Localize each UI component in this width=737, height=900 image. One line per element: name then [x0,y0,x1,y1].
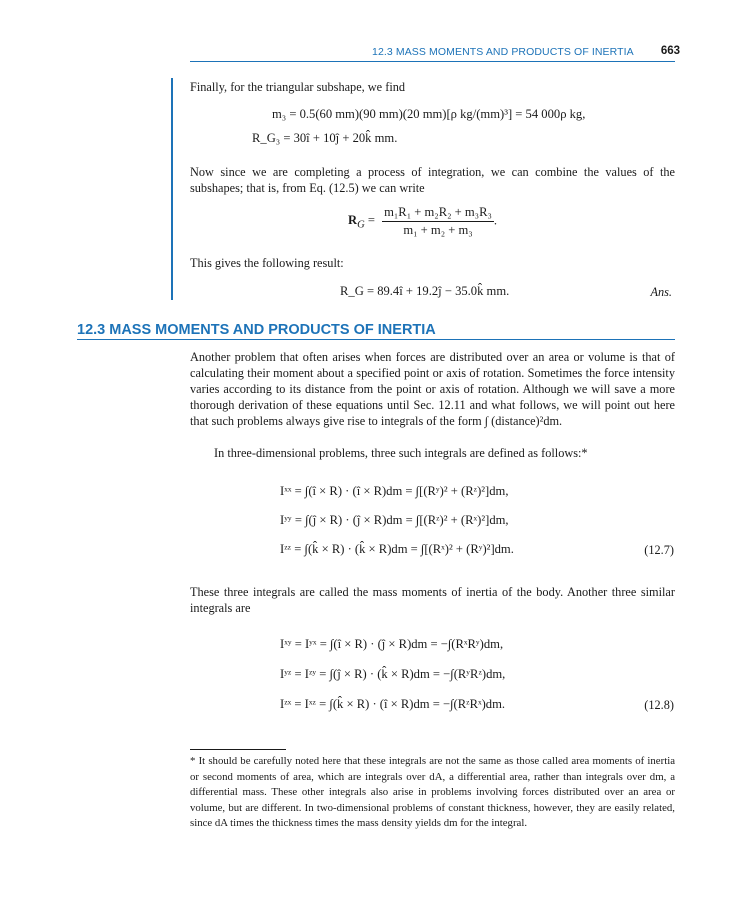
rg-subscript: G [357,219,365,231]
rg-fraction [382,205,494,238]
page-number: 663 [660,45,680,57]
section-rule [77,339,675,340]
equation-rg3: R_G₃ = 30î + 10ĵ + 20k̂ mm. [252,131,398,145]
equation-result: R_G = 89.4î + 19.2ĵ − 35.0k̂ mm. [340,284,510,298]
rg-symbol: R [348,212,358,227]
rg-numerator: m₁R₁ + m₂R₂ + m₃R₃ [382,205,494,222]
equation-number-12-8: (12.8) [644,698,674,712]
equation-iyz: Iʸᶻ = Iᶻʸ = ∫(ĵ × R) · (k̂ × R)dm = −∫(RʸRᶻ)dm, [280,667,506,681]
section-paragraph-2: In three-dimensional problems, three such integrals are defined as follows:* [214,446,588,460]
header-rule [190,61,675,62]
equation-izx: Iᶻˣ = Iˣᶻ = ∫(k̂ × R) · (î × R)dm = −∫(RᶻRˣ)dm. [280,697,506,711]
intro-paragraph-1: Finally, for the triangular subshape, we find [190,80,406,94]
equation-rg-fraction: $R_G$ = $\frac{\text{m₁R₁ + m₂R₂ + m₃R₃}}{\text{m₁ + m₂ + m₃}}$ . [348,205,498,237]
equation-ixx: Iˣˣ = ∫(î × R) · (î × R)dm = ∫[(Rʸ)² + (Rᶻ)²]dm, [280,484,509,498]
intro-paragraph-3: This gives the following result: [190,256,344,270]
equation-iyy: Iʸʸ = ∫(ĵ × R) · (ĵ × R)dm = ∫[(Rᶻ)² + (Rˣ)²]dm, [280,513,509,527]
footnote-rule [190,749,286,750]
rg-denominator: m₁ + m₂ + m₃ [403,223,473,237]
equation-izz: Iᶻᶻ = ∫(k̂ × R) · (k̂ × R)dm = ∫[(Rˣ)² + (Rʸ)²]dm. [280,542,514,556]
section-title: 12.3 MASS MOMENTS AND PRODUCTS OF INERTIA [77,322,436,338]
running-title: 12.3 MASS MOMENTS AND PRODUCTS OF INERTIA [372,46,634,58]
equation-number-12-7: (12.7) [644,543,674,557]
equation-ixy: Iˣʸ = Iʸˣ = ∫(î × R) · (ĵ × R)dm = −∫(RˣRʸ)dm, [280,637,504,651]
answer-label: Ans. [650,285,672,299]
equation-m3: m₃ = 0.5(60 mm)(90 mm)(20 mm)[ρ kg/(mm)³] = 54 000ρ kg, [272,107,586,121]
intro-paragraph-2: Now since we are completing a process of integration, we can combine the values of the subshapes; that is, from Eq. (12.5) we can write [190,165,675,195]
example-sidebar-rule [171,78,173,300]
section-paragraph-1: Another problem that often arises when forces are distributed over an area or volume is that of calculating their moment about a specified point or axis of rotation. Sometimes the force intensity varies according to its distance from the point or axis of rotation. Although we will save a more thorough derivation of these equations until Sec. 12.11 and what follows, we will point out here that such problems always give rise to integrals of the form ∫ (distance)²dm. [190,350,675,428]
footnote-text: * It should be carefully noted here that these integrals are not the same as those called area moments of inertia or second moments of area, which are integrals over dA, a differential area, rather than integrals over dm, a differential mass. These other integrals also arise in problems involving forces distributed over an area or volume, but are different. In two-dimensional problems of constant thickness, however, they are easily related, since dA times the thickness times the mass density yields dm for the integral. [190,755,675,829]
section-paragraph-3: These three integrals are called the mass moments of inertia of the body. Another three similar integrals are [190,585,675,615]
